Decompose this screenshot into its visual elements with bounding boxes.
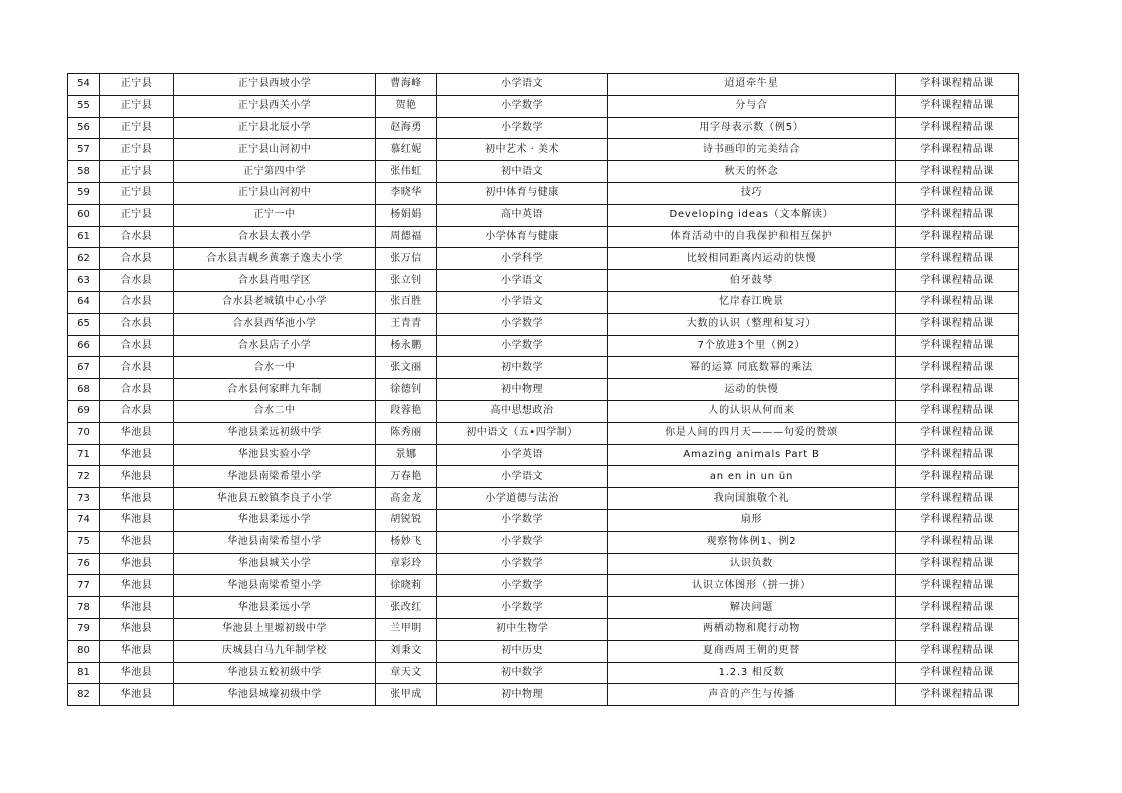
school-cell: 合水县店子小学 bbox=[174, 335, 376, 357]
county-cell: 华池县 bbox=[100, 509, 174, 531]
award-category-cell: 学科课程精品课 bbox=[896, 74, 1019, 96]
teacher-cell: 万春艳 bbox=[376, 466, 437, 488]
teacher-cell: 王青青 bbox=[376, 313, 437, 335]
school-cell: 正宁县山河初中 bbox=[174, 139, 376, 161]
school-cell: 华池县五蛟初级中学 bbox=[174, 662, 376, 684]
school-cell: 华池县柔远小学 bbox=[174, 509, 376, 531]
county-cell: 合水县 bbox=[100, 291, 174, 313]
lesson-title-cell: 幂的运算 同底数幂的乘法 bbox=[608, 357, 896, 379]
teacher-cell: 景娜 bbox=[376, 444, 437, 466]
county-cell: 华池县 bbox=[100, 553, 174, 575]
subject-cell: 初中语文 bbox=[437, 161, 608, 183]
award-category-cell: 学科课程精品课 bbox=[896, 466, 1019, 488]
award-category-cell: 学科课程精品课 bbox=[896, 444, 1019, 466]
subject-cell: 高中思想政治 bbox=[437, 400, 608, 422]
row-number-cell: 57 bbox=[68, 139, 100, 161]
subject-cell: 初中语文（五•四学制） bbox=[437, 422, 608, 444]
row-number-cell: 71 bbox=[68, 444, 100, 466]
table-row bbox=[68, 684, 1019, 706]
course-roster-sheet bbox=[67, 73, 1018, 706]
subject-cell: 小学数学 bbox=[437, 575, 608, 597]
teacher-cell: 兰甲明 bbox=[376, 618, 437, 640]
table-row bbox=[68, 575, 1019, 597]
award-category-cell: 学科课程精品课 bbox=[896, 509, 1019, 531]
row-number-cell: 56 bbox=[68, 117, 100, 139]
subject-cell: 小学数学 bbox=[437, 335, 608, 357]
row-number-cell: 70 bbox=[68, 422, 100, 444]
teacher-cell: 段蓉艳 bbox=[376, 400, 437, 422]
row-number-cell: 82 bbox=[68, 684, 100, 706]
county-cell: 正宁县 bbox=[100, 117, 174, 139]
award-category-cell: 学科课程精品课 bbox=[896, 204, 1019, 226]
row-number-cell: 76 bbox=[68, 553, 100, 575]
subject-cell: 小学道德与法治 bbox=[437, 488, 608, 510]
row-number-cell: 72 bbox=[68, 466, 100, 488]
school-cell: 合水一中 bbox=[174, 357, 376, 379]
county-cell: 华池县 bbox=[100, 531, 174, 553]
award-category-cell: 学科课程精品课 bbox=[896, 640, 1019, 662]
school-cell: 合水县肖咀学区 bbox=[174, 270, 376, 292]
course-roster-body bbox=[68, 74, 1019, 706]
table-row bbox=[68, 488, 1019, 510]
teacher-cell: 张文丽 bbox=[376, 357, 437, 379]
table-row bbox=[68, 335, 1019, 357]
row-number-cell: 58 bbox=[68, 161, 100, 183]
teacher-cell: 张万信 bbox=[376, 248, 437, 270]
lesson-title-cell: 迢迢牵牛星 bbox=[608, 74, 896, 96]
award-category-cell: 学科课程精品课 bbox=[896, 575, 1019, 597]
teacher-cell: 章彩玲 bbox=[376, 553, 437, 575]
row-number-cell: 63 bbox=[68, 270, 100, 292]
lesson-title-cell: 伯牙鼓琴 bbox=[608, 270, 896, 292]
row-number-cell: 67 bbox=[68, 357, 100, 379]
lesson-title-cell: 你是人间的四月天———句爱的赞颂 bbox=[608, 422, 896, 444]
table-row bbox=[68, 226, 1019, 248]
county-cell: 合水县 bbox=[100, 357, 174, 379]
table-row bbox=[68, 74, 1019, 96]
county-cell: 华池县 bbox=[100, 618, 174, 640]
table-row bbox=[68, 531, 1019, 553]
school-cell: 正宁第四中学 bbox=[174, 161, 376, 183]
county-cell: 合水县 bbox=[100, 270, 174, 292]
county-cell: 合水县 bbox=[100, 335, 174, 357]
award-category-cell: 学科课程精品课 bbox=[896, 270, 1019, 292]
award-category-cell: 学科课程精品课 bbox=[896, 488, 1019, 510]
county-cell: 华池县 bbox=[100, 444, 174, 466]
table-row bbox=[68, 597, 1019, 619]
county-cell: 华池县 bbox=[100, 597, 174, 619]
lesson-title-cell: 认识立体图形（拼一拼） bbox=[608, 575, 896, 597]
table-row bbox=[68, 117, 1019, 139]
table-row bbox=[68, 161, 1019, 183]
award-category-cell: 学科课程精品课 bbox=[896, 182, 1019, 204]
subject-cell: 小学语文 bbox=[437, 291, 608, 313]
row-number-cell: 80 bbox=[68, 640, 100, 662]
table-row bbox=[68, 204, 1019, 226]
county-cell: 合水县 bbox=[100, 248, 174, 270]
teacher-cell: 陈秀丽 bbox=[376, 422, 437, 444]
table-row bbox=[68, 640, 1019, 662]
table-row bbox=[68, 662, 1019, 684]
lesson-title-cell: 认识负数 bbox=[608, 553, 896, 575]
county-cell: 合水县 bbox=[100, 226, 174, 248]
teacher-cell: 慕红妮 bbox=[376, 139, 437, 161]
row-number-cell: 62 bbox=[68, 248, 100, 270]
school-cell: 华池县柔远小学 bbox=[174, 597, 376, 619]
award-category-cell: 学科课程精品课 bbox=[896, 531, 1019, 553]
lesson-title-cell: 观察物体例1、例2 bbox=[608, 531, 896, 553]
school-cell: 正宁县西坡小学 bbox=[174, 74, 376, 96]
school-cell: 华池县上里塬初级中学 bbox=[174, 618, 376, 640]
school-cell: 正宁县山河初中 bbox=[174, 182, 376, 204]
table-row bbox=[68, 618, 1019, 640]
school-cell: 华池县南梁希望小学 bbox=[174, 575, 376, 597]
teacher-cell: 张立钊 bbox=[376, 270, 437, 292]
teacher-cell: 张改红 bbox=[376, 597, 437, 619]
school-cell: 庆城县白马九年制学校 bbox=[174, 640, 376, 662]
county-cell: 正宁县 bbox=[100, 74, 174, 96]
lesson-title-cell: 用字母表示数（例5） bbox=[608, 117, 896, 139]
subject-cell: 小学数学 bbox=[437, 95, 608, 117]
teacher-cell: 高金龙 bbox=[376, 488, 437, 510]
table-row bbox=[68, 357, 1019, 379]
row-number-cell: 68 bbox=[68, 379, 100, 401]
school-cell: 华池县五蛟镇李良子小学 bbox=[174, 488, 376, 510]
table-row bbox=[68, 509, 1019, 531]
county-cell: 华池县 bbox=[100, 640, 174, 662]
row-number-cell: 61 bbox=[68, 226, 100, 248]
table-row bbox=[68, 270, 1019, 292]
row-number-cell: 77 bbox=[68, 575, 100, 597]
teacher-cell: 曹海峰 bbox=[376, 74, 437, 96]
row-number-cell: 60 bbox=[68, 204, 100, 226]
school-cell: 正宁县西关小学 bbox=[174, 95, 376, 117]
teacher-cell: 贺艳 bbox=[376, 95, 437, 117]
school-cell: 华池县柔远初级中学 bbox=[174, 422, 376, 444]
school-cell: 正宁县北辰小学 bbox=[174, 117, 376, 139]
lesson-title-cell: 分与合 bbox=[608, 95, 896, 117]
subject-cell: 小学数学 bbox=[437, 553, 608, 575]
county-cell: 华池县 bbox=[100, 662, 174, 684]
table-row bbox=[68, 553, 1019, 575]
lesson-title-cell: 解决问题 bbox=[608, 597, 896, 619]
subject-cell: 小学体育与健康 bbox=[437, 226, 608, 248]
award-category-cell: 学科课程精品课 bbox=[896, 139, 1019, 161]
table-row bbox=[68, 182, 1019, 204]
table-row bbox=[68, 422, 1019, 444]
teacher-cell: 赵海勇 bbox=[376, 117, 437, 139]
award-category-cell: 学科课程精品课 bbox=[896, 161, 1019, 183]
county-cell: 正宁县 bbox=[100, 182, 174, 204]
subject-cell: 初中艺术 · 美术 bbox=[437, 139, 608, 161]
award-category-cell: 学科课程精品课 bbox=[896, 553, 1019, 575]
lesson-title-cell: 声音的产生与传播 bbox=[608, 684, 896, 706]
lesson-title-cell: 我向国旗敬个礼 bbox=[608, 488, 896, 510]
row-number-cell: 66 bbox=[68, 335, 100, 357]
teacher-cell: 张百胜 bbox=[376, 291, 437, 313]
lesson-title-cell: an en in un ün bbox=[608, 466, 896, 488]
lesson-title-cell: 7个放进3个里（例2） bbox=[608, 335, 896, 357]
school-cell: 合水县太莪小学 bbox=[174, 226, 376, 248]
lesson-title-cell: 诗书画印的完美结合 bbox=[608, 139, 896, 161]
row-number-cell: 55 bbox=[68, 95, 100, 117]
award-category-cell: 学科课程精品课 bbox=[896, 357, 1019, 379]
course-roster-table bbox=[67, 73, 1019, 706]
subject-cell: 小学语文 bbox=[437, 270, 608, 292]
county-cell: 华池县 bbox=[100, 575, 174, 597]
teacher-cell: 胡锐锐 bbox=[376, 509, 437, 531]
teacher-cell: 张甲成 bbox=[376, 684, 437, 706]
award-category-cell: 学科课程精品课 bbox=[896, 662, 1019, 684]
county-cell: 合水县 bbox=[100, 400, 174, 422]
table-row bbox=[68, 139, 1019, 161]
teacher-cell: 杨妙飞 bbox=[376, 531, 437, 553]
award-category-cell: 学科课程精品课 bbox=[896, 95, 1019, 117]
table-row bbox=[68, 248, 1019, 270]
subject-cell: 初中历史 bbox=[437, 640, 608, 662]
subject-cell: 高中英语 bbox=[437, 204, 608, 226]
table-row bbox=[68, 444, 1019, 466]
county-cell: 合水县 bbox=[100, 313, 174, 335]
county-cell: 正宁县 bbox=[100, 139, 174, 161]
award-category-cell: 学科课程精品课 bbox=[896, 422, 1019, 444]
teacher-cell: 周德福 bbox=[376, 226, 437, 248]
lesson-title-cell: 秋天的怀念 bbox=[608, 161, 896, 183]
award-category-cell: 学科课程精品课 bbox=[896, 291, 1019, 313]
school-cell: 华池县南梁希望小学 bbox=[174, 466, 376, 488]
table-row bbox=[68, 466, 1019, 488]
award-category-cell: 学科课程精品课 bbox=[896, 335, 1019, 357]
lesson-title-cell: 技巧 bbox=[608, 182, 896, 204]
school-cell: 合水县老城镇中心小学 bbox=[174, 291, 376, 313]
lesson-title-cell: Developing ideas（文本解读） bbox=[608, 204, 896, 226]
teacher-cell: 刘秉文 bbox=[376, 640, 437, 662]
teacher-cell: 章天文 bbox=[376, 662, 437, 684]
teacher-cell: 杨娟娟 bbox=[376, 204, 437, 226]
county-cell: 华池县 bbox=[100, 684, 174, 706]
subject-cell: 小学语文 bbox=[437, 466, 608, 488]
subject-cell: 小学数学 bbox=[437, 531, 608, 553]
school-cell: 华池县实验小学 bbox=[174, 444, 376, 466]
award-category-cell: 学科课程精品课 bbox=[896, 684, 1019, 706]
school-cell: 华池县南梁希望小学 bbox=[174, 531, 376, 553]
row-number-cell: 78 bbox=[68, 597, 100, 619]
county-cell: 华池县 bbox=[100, 422, 174, 444]
row-number-cell: 65 bbox=[68, 313, 100, 335]
table-row bbox=[68, 313, 1019, 335]
subject-cell: 小学数学 bbox=[437, 313, 608, 335]
row-number-cell: 54 bbox=[68, 74, 100, 96]
award-category-cell: 学科课程精品课 bbox=[896, 313, 1019, 335]
lesson-title-cell: 运动的快慢 bbox=[608, 379, 896, 401]
subject-cell: 小学语文 bbox=[437, 74, 608, 96]
subject-cell: 小学科学 bbox=[437, 248, 608, 270]
lesson-title-cell: 体育活动中的自我保护和相互保护 bbox=[608, 226, 896, 248]
award-category-cell: 学科课程精品课 bbox=[896, 226, 1019, 248]
award-category-cell: 学科课程精品课 bbox=[896, 117, 1019, 139]
row-number-cell: 73 bbox=[68, 488, 100, 510]
county-cell: 正宁县 bbox=[100, 204, 174, 226]
teacher-cell: 徐晓莉 bbox=[376, 575, 437, 597]
row-number-cell: 74 bbox=[68, 509, 100, 531]
county-cell: 华池县 bbox=[100, 466, 174, 488]
school-cell: 华池县城关小学 bbox=[174, 553, 376, 575]
school-cell: 合水县吉岘乡黄寨子逸夫小学 bbox=[174, 248, 376, 270]
subject-cell: 初中生物学 bbox=[437, 618, 608, 640]
award-category-cell: 学科课程精品课 bbox=[896, 597, 1019, 619]
lesson-title-cell: 两栖动物和爬行动物 bbox=[608, 618, 896, 640]
lesson-title-cell: 比较相同距离内运动的快慢 bbox=[608, 248, 896, 270]
lesson-title-cell: 大数的认识（整理和复习） bbox=[608, 313, 896, 335]
teacher-cell: 李晓华 bbox=[376, 182, 437, 204]
row-number-cell: 79 bbox=[68, 618, 100, 640]
table-row bbox=[68, 291, 1019, 313]
school-cell: 合水二中 bbox=[174, 400, 376, 422]
lesson-title-cell: 扇形 bbox=[608, 509, 896, 531]
lesson-title-cell: 夏商西周王朝的更替 bbox=[608, 640, 896, 662]
school-cell: 正宁一中 bbox=[174, 204, 376, 226]
teacher-cell: 杨永鹏 bbox=[376, 335, 437, 357]
row-number-cell: 69 bbox=[68, 400, 100, 422]
subject-cell: 初中数学 bbox=[437, 662, 608, 684]
lesson-title-cell: 1.2.3 相反数 bbox=[608, 662, 896, 684]
award-category-cell: 学科课程精品课 bbox=[896, 400, 1019, 422]
county-cell: 合水县 bbox=[100, 379, 174, 401]
subject-cell: 初中物理 bbox=[437, 379, 608, 401]
subject-cell: 小学数学 bbox=[437, 597, 608, 619]
lesson-title-cell: Amazing animals Part B bbox=[608, 444, 896, 466]
table-row bbox=[68, 379, 1019, 401]
subject-cell: 初中物理 bbox=[437, 684, 608, 706]
lesson-title-cell: 人的认识从何而来 bbox=[608, 400, 896, 422]
school-cell: 合水县何家畔九年制 bbox=[174, 379, 376, 401]
lesson-title-cell: 忆岸春江晚景 bbox=[608, 291, 896, 313]
subject-cell: 小学数学 bbox=[437, 117, 608, 139]
county-cell: 正宁县 bbox=[100, 161, 174, 183]
row-number-cell: 75 bbox=[68, 531, 100, 553]
table-row bbox=[68, 400, 1019, 422]
award-category-cell: 学科课程精品课 bbox=[896, 248, 1019, 270]
subject-cell: 初中数学 bbox=[437, 357, 608, 379]
subject-cell: 小学英语 bbox=[437, 444, 608, 466]
subject-cell: 小学数学 bbox=[437, 509, 608, 531]
school-cell: 华池县城壕初级中学 bbox=[174, 684, 376, 706]
teacher-cell: 徐德钊 bbox=[376, 379, 437, 401]
teacher-cell: 张伟虹 bbox=[376, 161, 437, 183]
subject-cell: 初中体育与健康 bbox=[437, 182, 608, 204]
row-number-cell: 81 bbox=[68, 662, 100, 684]
county-cell: 正宁县 bbox=[100, 95, 174, 117]
row-number-cell: 64 bbox=[68, 291, 100, 313]
table-row bbox=[68, 95, 1019, 117]
county-cell: 华池县 bbox=[100, 488, 174, 510]
school-cell: 合水县西华池小学 bbox=[174, 313, 376, 335]
award-category-cell: 学科课程精品课 bbox=[896, 618, 1019, 640]
row-number-cell: 59 bbox=[68, 182, 100, 204]
award-category-cell: 学科课程精品课 bbox=[896, 379, 1019, 401]
